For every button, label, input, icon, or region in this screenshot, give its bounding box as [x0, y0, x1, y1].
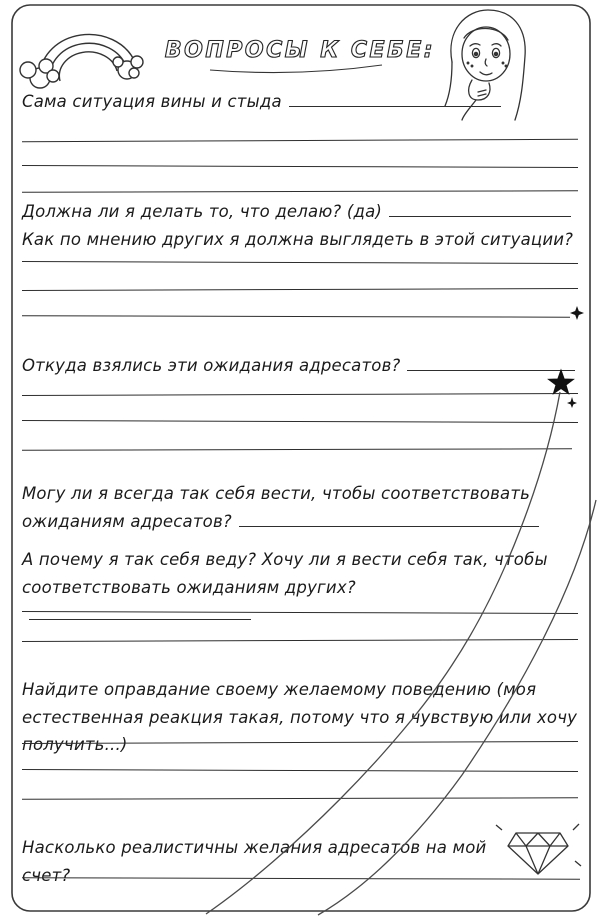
answer-line — [22, 393, 578, 396]
diamond-icon — [496, 824, 581, 874]
answer-line — [22, 797, 578, 799]
question-3 — [22, 226, 580, 254]
question-1-text: Сама ситуация вины и стыда — [22, 92, 282, 111]
question-7 — [22, 676, 580, 759]
question-1 — [22, 88, 580, 116]
answer-line — [22, 288, 578, 291]
question-8-text: Насколько реалистичны желания адресатов на мой счет? — [22, 838, 487, 885]
answer-line — [22, 261, 578, 264]
question-4 — [22, 352, 580, 380]
question-7-text: Найдите оправдание своему желаемому поведению (моя естественная реакция такая, потому что я чувствую или хочу получить...) — [22, 680, 578, 755]
answer-blank-2 — [389, 203, 571, 217]
answer-blank-4 — [407, 357, 575, 371]
answer-line — [22, 448, 572, 450]
question-6-text: А почему я так себя веду? Хочу ли я вести себя так, чтобы соответствовать ожиданиям других? — [22, 550, 548, 597]
answer-blank-6 — [29, 606, 251, 620]
question-5-text: Могу ли я всегда так себя вести, чтобы соответствовать ожиданиям адресатов? — [22, 484, 531, 531]
answer-line — [22, 639, 578, 642]
question-6 — [22, 546, 580, 629]
title-underline — [210, 65, 382, 73]
answer-line — [22, 769, 578, 772]
answer-line — [22, 139, 578, 142]
answer-blank-5 — [239, 513, 539, 527]
answer-line — [22, 315, 570, 317]
answer-line — [22, 165, 578, 168]
question-8 — [22, 834, 502, 889]
question-5 — [22, 480, 570, 535]
question-4-text: Откуда взялись эти ожидания адресатов? — [22, 356, 401, 375]
page-title: ВОПРОСЫ К СЕБЕ: — [164, 38, 436, 63]
answer-line — [22, 190, 578, 192]
answer-line — [22, 420, 578, 423]
question-2 — [22, 198, 580, 226]
answer-blank-1 — [289, 93, 501, 107]
question-3-text: Как по мнению других я должна выглядеть в этой ситуации? — [22, 230, 574, 249]
question-2-text: Должна ли я делать то, что делаю? (да) — [22, 202, 383, 221]
